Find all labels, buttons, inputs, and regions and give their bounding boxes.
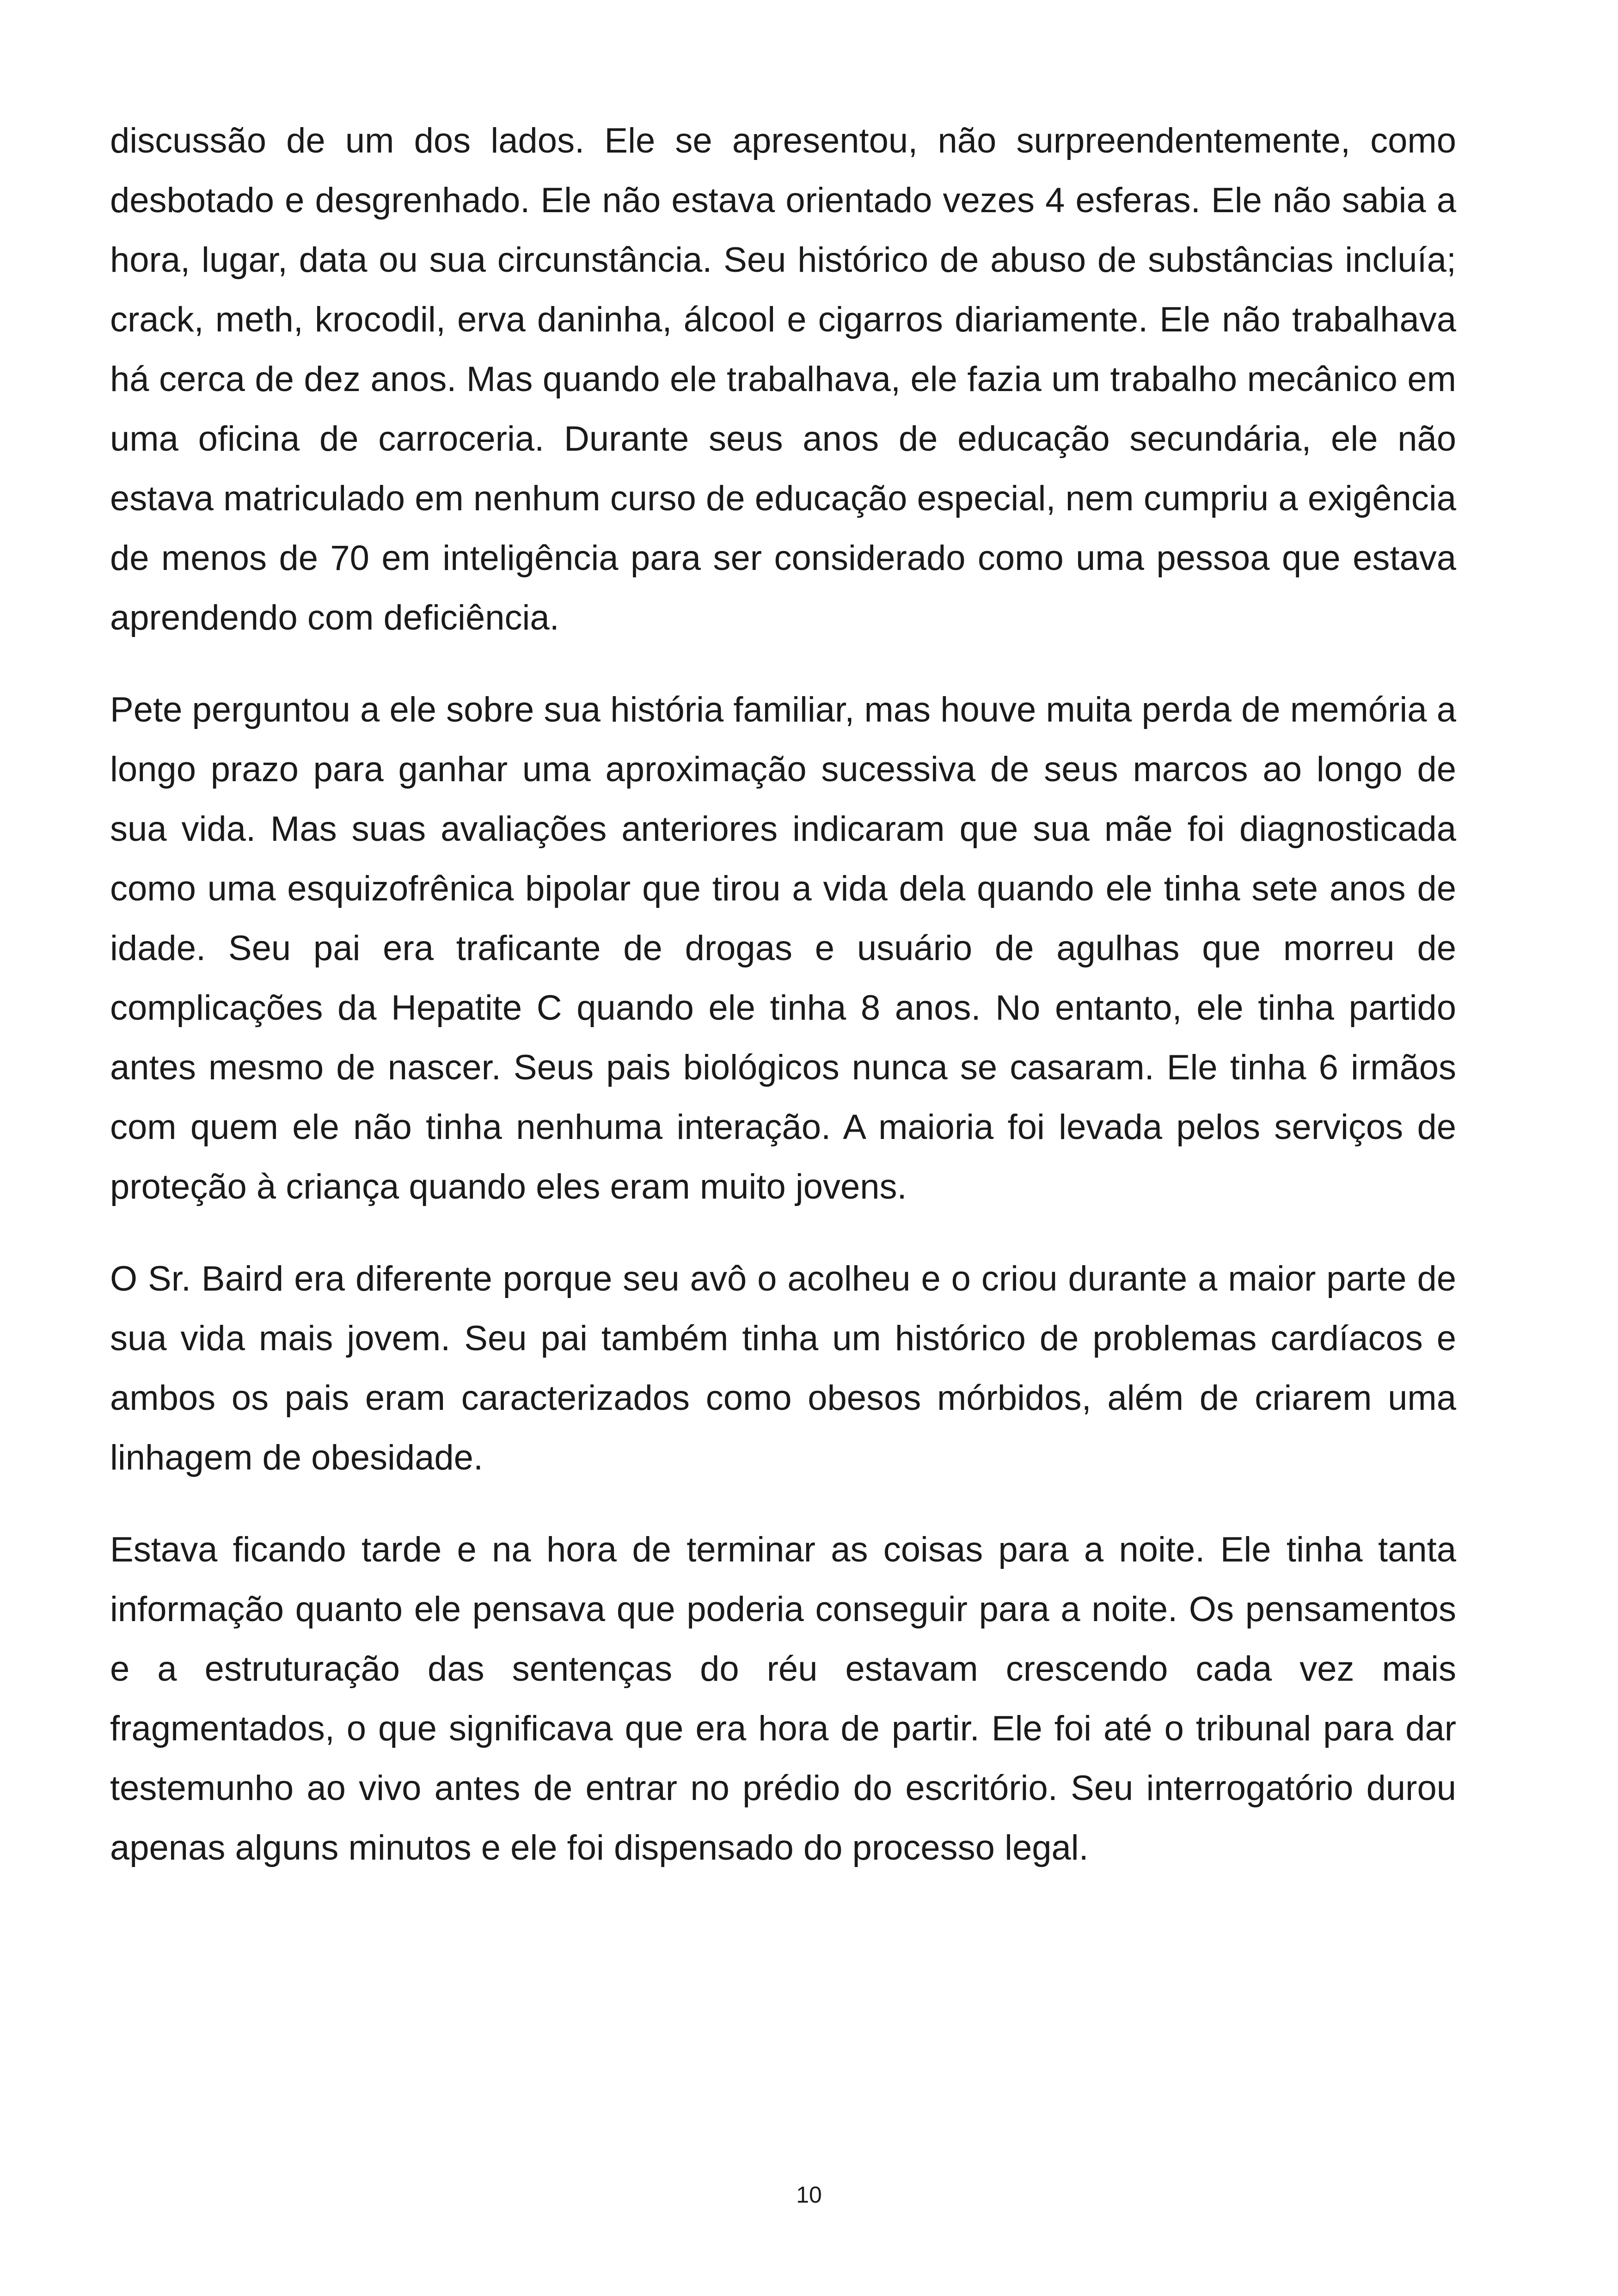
page-number: 10 — [796, 2182, 822, 2208]
paragraph-4: Estava ficando tarde e na hora de terminar as coisas para a noite. Ele tinha tanta informação quanto ele pensava que poderia conseguir para a noite. Os pensamentos e a estruturação das sentenças do réu estavam crescendo cada vez mais fragmentados, o que significava que era hora de partir. Ele foi até o tribunal para dar testemunho ao vivo antes de entrar no prédio do escritório. Seu interrogatório durou apenas alguns minutos e ele foi dispensado do processo legal. — [110, 1530, 1456, 1867]
paragraph-1: discussão de um dos lados. Ele se apresentou, não surpreendentemente, como desbotado e desgrenhado. Ele não estava orientado vezes 4 esferas. Ele não sabia a hora, lugar, data ou sua circunstância. Seu histórico de abuso de substâncias incluía; crack, meth, krocodil, erva daninha, álcool e cigarros diariamente. Ele não trabalhava há cerca de dez anos. Mas quando ele trabalhava, ele fazia um trabalho mecânico em uma oficina de carroceria. Durante seus anos de educação secundária, ele não estava matriculado em nenhum curso de educação especial, nem cumpriu a exigência de menos de 70 em inteligência para ser considerado como uma pessoa que estava aprendendo com deficiência. — [110, 121, 1456, 637]
paragraph-3: O Sr. Baird era diferente porque seu avô o acolheu e o criou durante a maior parte de sua vida mais jovem. Seu pai também tinha um histórico de problemas cardíacos e ambos os pais eram caracterizados como obesos mórbidos, além de criarem uma linhagem de obesidade. — [110, 1259, 1456, 1477]
paragraph-2: Pete perguntou a ele sobre sua história familiar, mas houve muita perda de memória a longo prazo para ganhar uma aproximação sucessiva de seus marcos ao longo de sua vida. Mas suas avaliações anteriores indicaram que sua mãe foi diagnosticada como uma esquizofrênica bipolar que tirou a vida dela quando ele tinha sete anos de idade. Seu pai era traficante de drogas e usuário de agulhas que morreu de complicações da Hepatite C quando ele tinha 8 anos. No entanto, ele tinha partido antes mesmo de nascer. Seus pais biológicos nunca se casaram. Ele tinha 6 irmãos com quem ele não tinha nenhuma interação. A maioria foi levada pelos serviços de proteção à criança quando eles eram muito jovens. — [110, 690, 1456, 1206]
body-text — [110, 111, 1456, 1910]
